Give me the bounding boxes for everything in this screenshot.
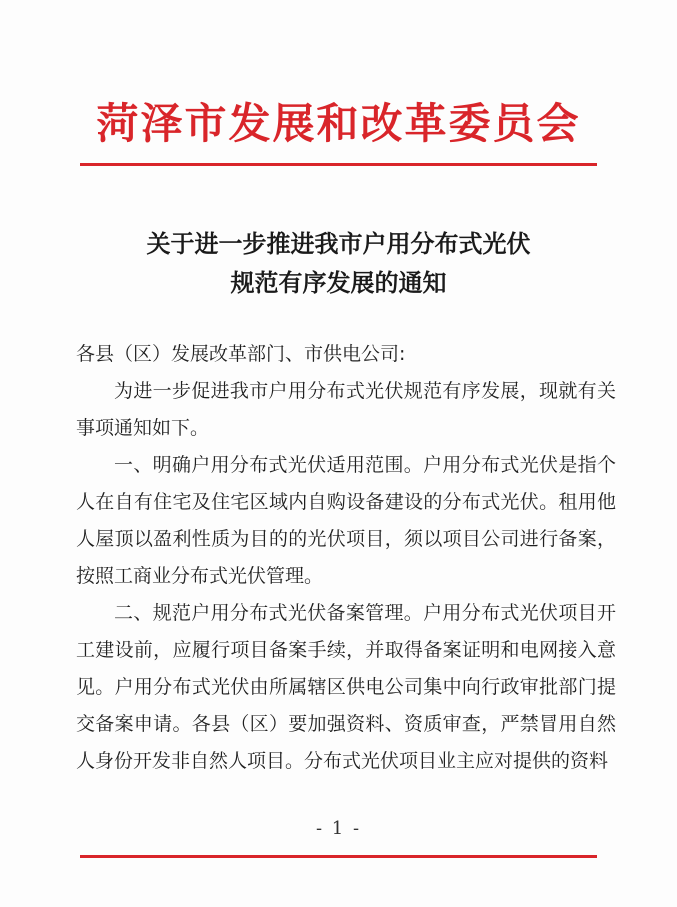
paragraph-intro: 为进一步促进我市户用分布式光伏规范有序发展，现就有关事项通知如下。 (76, 380, 616, 439)
salutation: 各县（区）发展改革部门、市供电公司: (76, 343, 406, 365)
document-title-line-2: 规范有序发展的通知 (230, 268, 447, 297)
paragraph-section-1: 一、明确户用分布式光伏适用范围。户用分布式光伏是指个人在自有住宅及住宅区域内自购设备建设的分布式光伏。租用他人屋顶以盈利性质为目的的光伏项目，须以项目公司进行备案，按照工商业分布式光伏管理。 (76, 454, 616, 587)
header-red-rule (80, 163, 597, 166)
paragraph-section-2: 二、规范户用分布式光伏备案管理。户用分布式光伏项目开工建设前，应履行项目备案手续，并取得备案证明和电网接入意见。户用分布式光伏由所属辖区供电公司集中向行政审批部门提交备案申请。各县（区）要加强资料、资质审查，严禁冒用自然人身份开发非自然人项目。分布式光伏项目业主应对提供的资料 (76, 602, 616, 772)
red-header-organization: 菏泽市发展和改革委员会 (96, 99, 581, 148)
footer-red-rule (80, 855, 597, 858)
document-title-line-1: 关于进一步推进我市户用分布式光伏 (146, 229, 531, 258)
page-number: - 1 - (315, 818, 362, 839)
document-body (76, 336, 616, 780)
